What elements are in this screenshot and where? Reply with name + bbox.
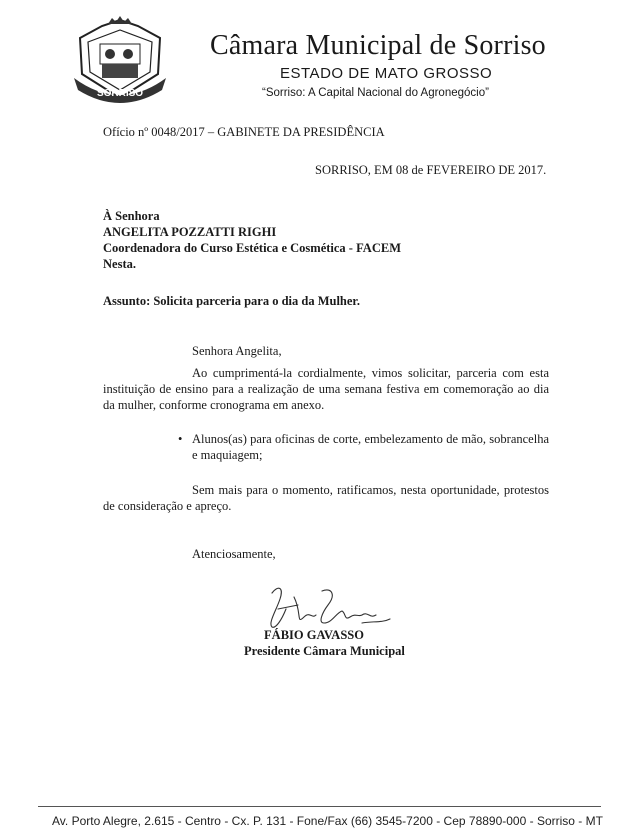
- office-reference: Ofício nº 0048/2017 – GABINETE DA PRESIDÊNCIA: [103, 125, 385, 139]
- footer-divider: [38, 806, 601, 807]
- body-paragraph-2: [103, 482, 549, 514]
- greeting: Senhora Angelita,: [192, 344, 282, 358]
- recipient-block: [103, 208, 401, 272]
- state-name: ESTADO DE MATO GROSSO: [280, 65, 493, 82]
- institution-title: Câmara Municipal de Sorriso: [210, 30, 546, 61]
- recipient-role: Coordenadora do Curso Estética e Cosmética - FACEM: [103, 241, 401, 255]
- footer-address: Av. Porto Alegre, 2.615 - Centro - Cx. P. 131 - Fone/Fax (66) 3545-7200 - Cep 78890-000 - Sorriso - MT: [52, 814, 603, 828]
- bullet-icon: •: [178, 432, 183, 446]
- signer-name: FÁBIO GAVASSO: [264, 628, 364, 642]
- coat-of-arms-logo: [72, 16, 168, 108]
- subject-line: Assunto: Solicita parceria para o dia da Mulher.: [103, 294, 360, 308]
- body-paragraph-1: [103, 365, 549, 413]
- body-paragraph-2-text: Sem mais para o momento, ratificamos, nesta oportunidade, protestos de consideração e apreço.: [103, 483, 549, 513]
- bullet-item: [178, 431, 549, 463]
- recipient-location: Nesta.: [103, 257, 136, 271]
- recipient-salutation: À Senhora: [103, 209, 160, 223]
- date-line: SORRISO, EM 08 de FEVEREIRO DE 2017.: [315, 163, 547, 177]
- institution-slogan: “Sorriso: A Capital Nacional do Agronegócio”: [262, 87, 489, 99]
- recipient-name: ANGELITA POZZATTI RIGHI: [103, 225, 277, 239]
- coat-banner-text: SORRISO: [96, 88, 144, 99]
- signer-title: Presidente Câmara Municipal: [244, 644, 405, 658]
- body-paragraph-1-text: Ao cumprimentá-la cordialmente, vimos solicitar, parceria com esta instituição de ensino para a realização de uma semana festiva em comemoração ao dia da mulher, conforme cronograma em anexo.: [103, 366, 549, 412]
- signer-block: [244, 627, 405, 659]
- bullet-text: Alunos(as) para oficinas de corte, embelezamento de mão, sobrancelha e maquiagem;: [192, 432, 549, 462]
- closing: Atenciosamente,: [192, 547, 276, 561]
